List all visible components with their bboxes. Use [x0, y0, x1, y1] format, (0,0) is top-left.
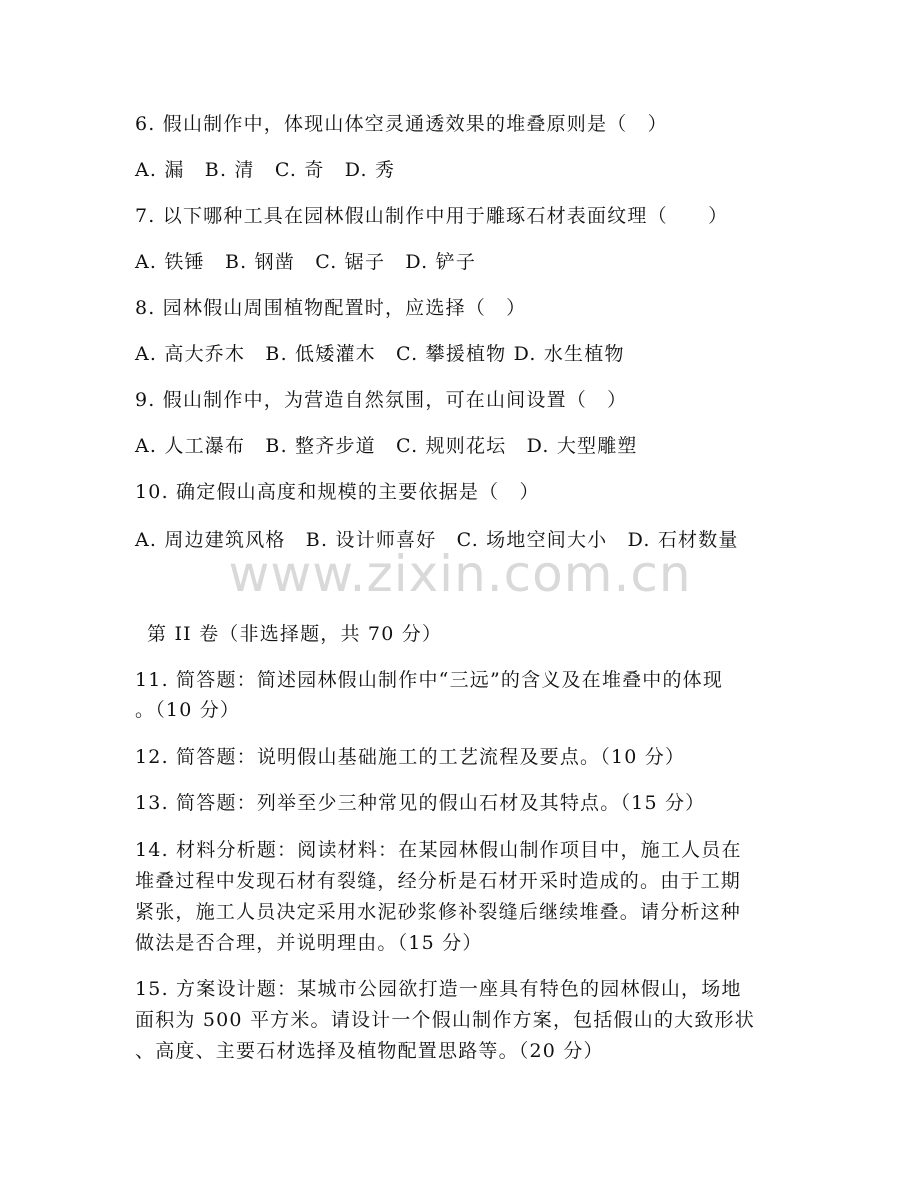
question-13-line-1: 13. 简答题：列举至少三种常见的假山石材及其特点。（15 分）	[135, 792, 706, 814]
question-15-line-3: 、高度、主要石材选择及植物配置思路等。（20 分）	[135, 1040, 604, 1062]
section-2-title: 第 II 卷（非选择题，共 70 分）	[147, 623, 443, 645]
question-12-line-1: 12. 简答题：说明假山基础施工的工艺流程及要点。（10 分）	[135, 746, 686, 768]
question-11-line-2: 。（10 分）	[135, 699, 241, 721]
question-15-line-1: 15. 方案设计题：某城市公园欲打造一座具有特色的园林假山，场地	[135, 978, 742, 1000]
question-7-stem: 7. 以下哪种工具在园林假山制作中用于雕琢石材表面纹理（ ）	[135, 205, 729, 227]
question-7-options: A. 铁锤 B. 钢凿 C. 锯子 D. 铲子	[135, 251, 477, 273]
watermark: www.zixin.com.cn	[228, 545, 692, 603]
question-9-stem: 9. 假山制作中，为营造自然氛围，可在山间设置（ ）	[135, 389, 628, 411]
question-9-options: A. 人工瀑布 B. 整齐步道 C. 规则花坛 D. 大型雕塑	[135, 435, 638, 457]
question-10-stem: 10. 确定假山高度和规模的主要依据是（ ）	[135, 481, 540, 503]
question-6-stem: 6. 假山制作中，体现山体空灵通透效果的堆叠原则是（ ）	[135, 113, 668, 135]
question-10-options: A. 周边建筑风格 B. 设计师喜好 C. 场地空间大小 D. 石材数量	[135, 529, 739, 551]
question-11-line-1: 11. 简答题：简述园林假山制作中“三远”的含义及在堆叠中的体现	[135, 669, 724, 691]
question-14-line-1: 14. 材料分析题：阅读材料：在某园林假山制作项目中，施工人员在	[135, 839, 742, 861]
question-8-options: A. 高大乔木 B. 低矮灌木 C. 攀援植物 D. 水生植物	[135, 343, 625, 365]
question-14-line-4: 做法是否合理，并说明理由。（15 分）	[135, 932, 483, 954]
question-8-stem: 8. 园林假山周围植物配置时，应选择（ ）	[135, 297, 527, 319]
question-14-line-2: 堆叠过程中发现石材有裂缝，经分析是石材开采时造成的。由于工期	[135, 870, 742, 892]
question-6-options: A. 漏 B. 清 C. 奇 D. 秀	[135, 159, 396, 181]
question-14-line-3: 紧张，施工人员决定采用水泥砂浆修补裂缝后继续堆叠。请分析这种	[135, 901, 742, 923]
question-15-line-2: 面积为 500 平方米。请设计一个假山制作方案，包括假山的大致形状	[135, 1009, 755, 1031]
